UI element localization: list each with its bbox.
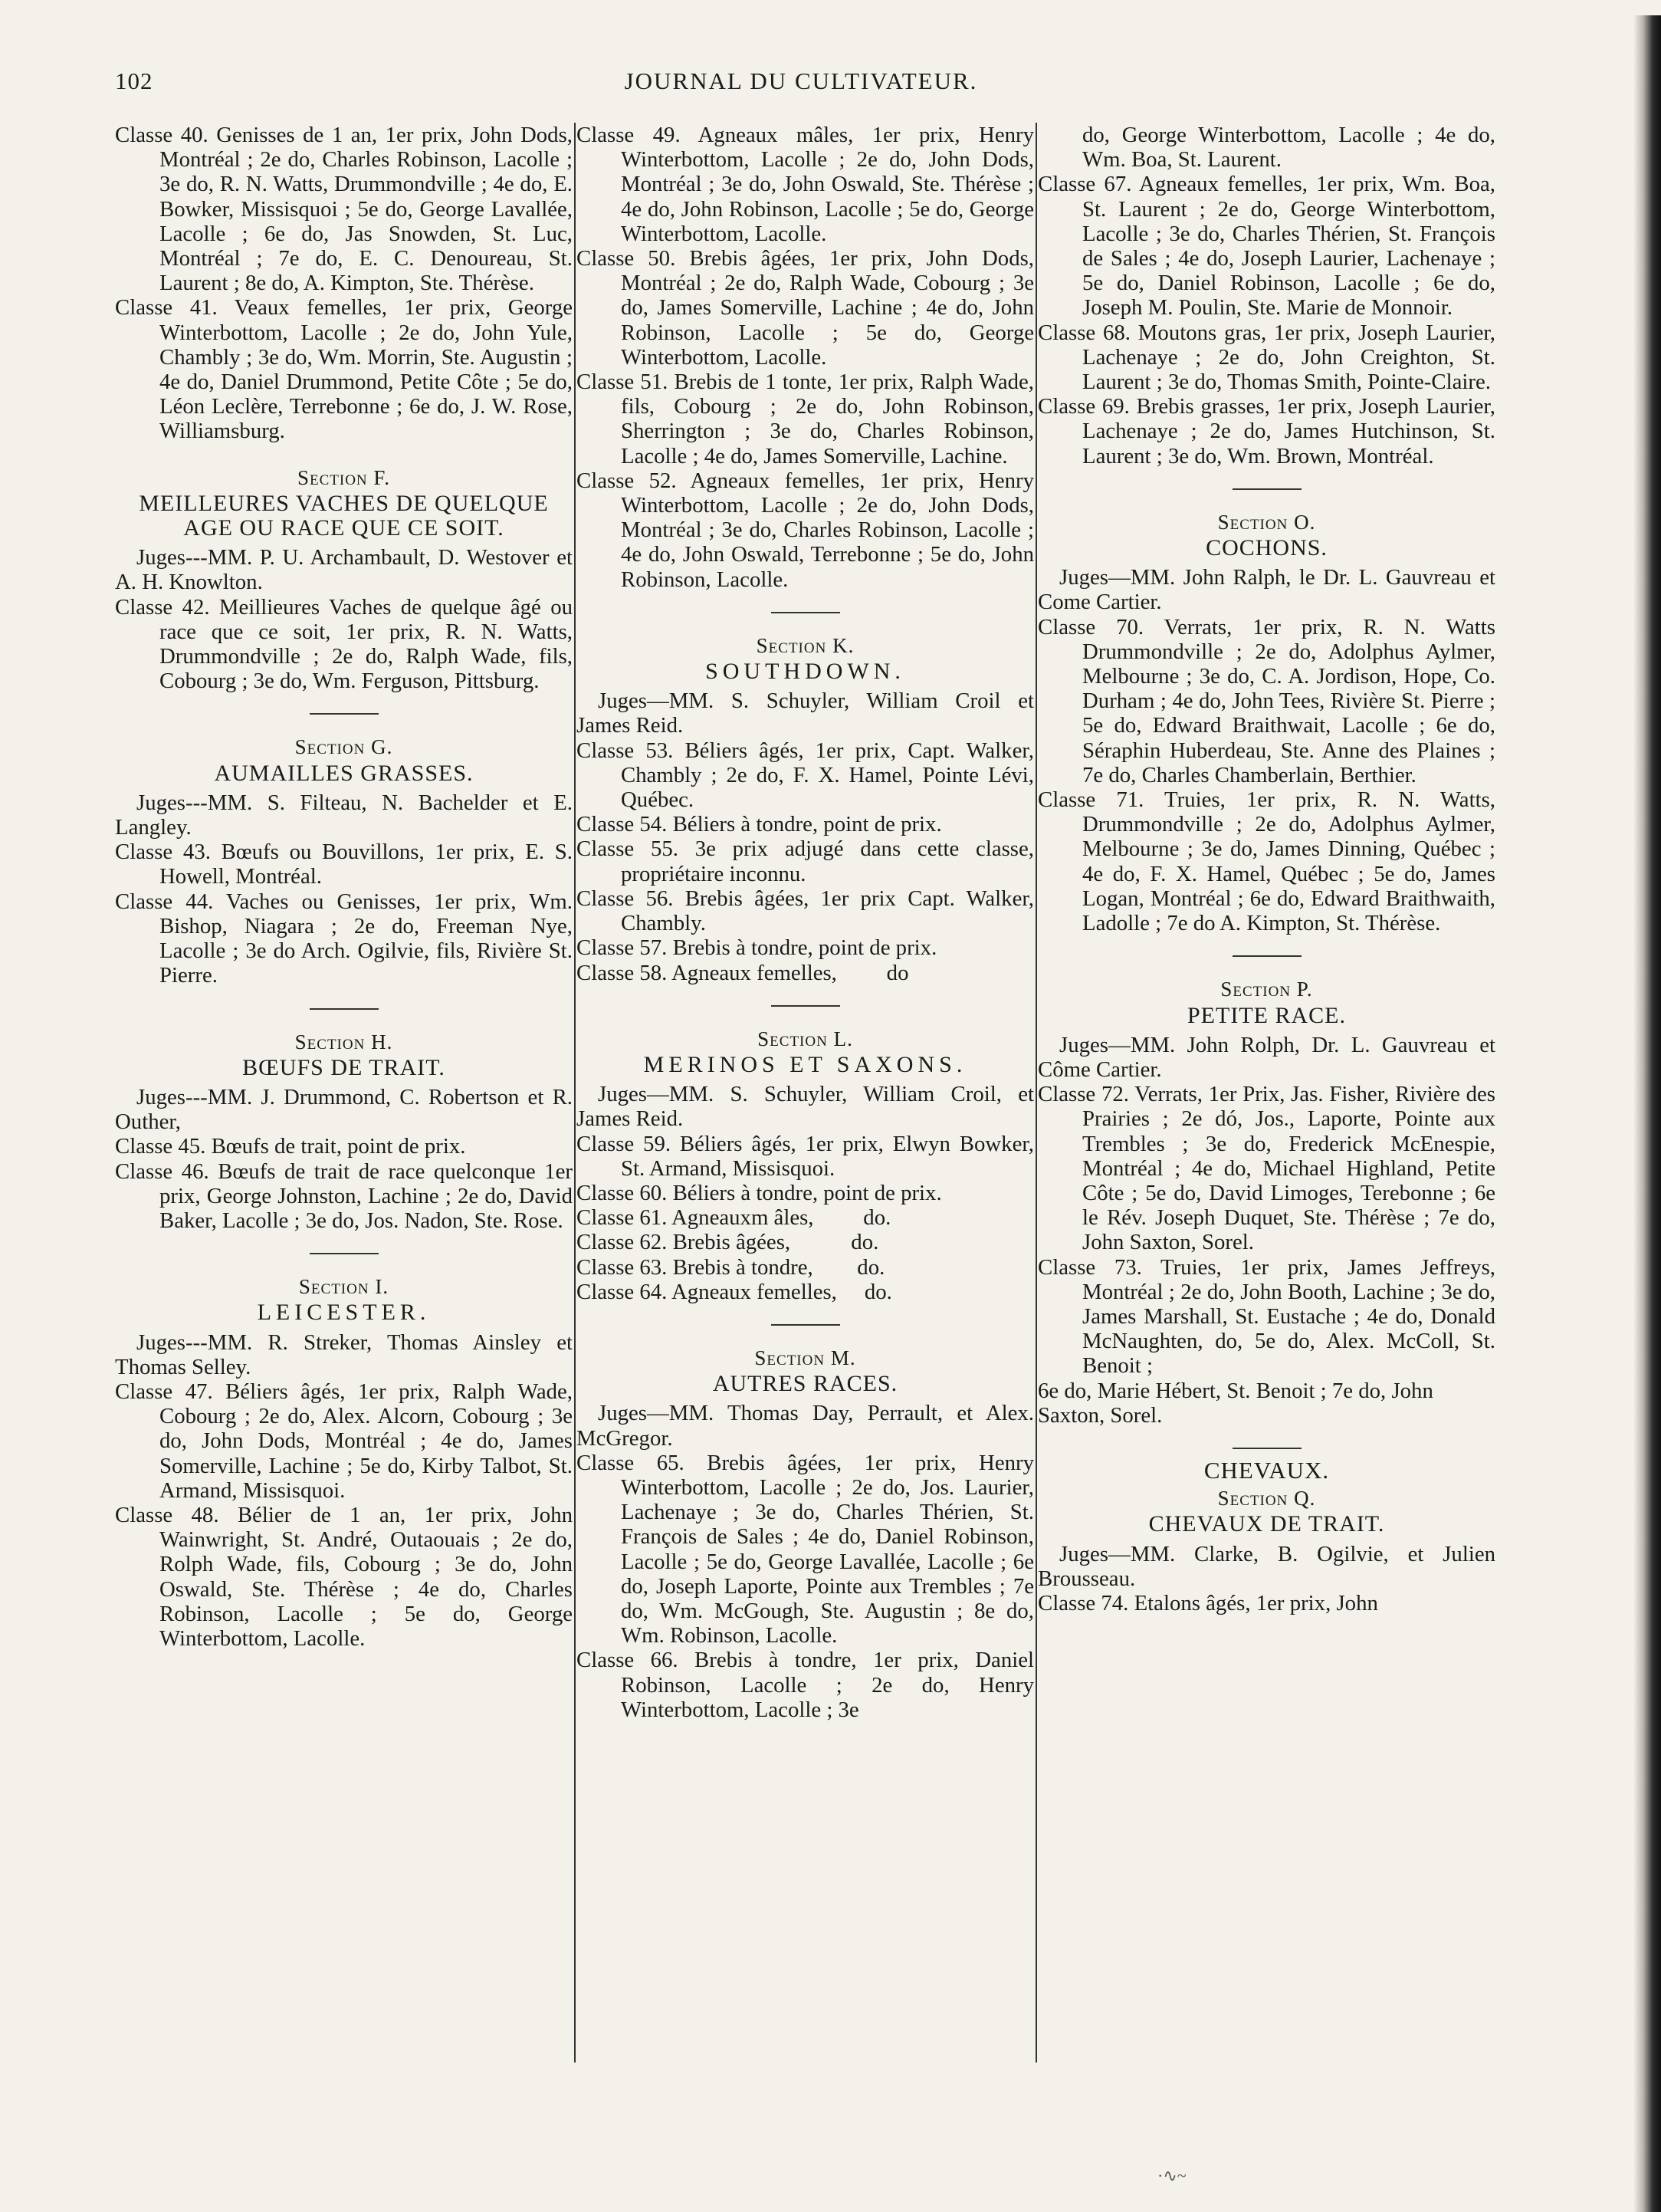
section-i-judges: Juges---MM. R. Streker, Thomas Ainsley et Thomas Selley. [115, 1330, 573, 1379]
section-i-title: LEICESTER. [257, 1300, 431, 1326]
scan-mark: ·∿~ [1157, 2166, 1187, 2185]
entry-classe-50: Classe 50. Brebis âgées, 1er prix, John Dods, Montréal ; 2e do, Ralph Wade, Cobourg ; 3e do, James Somerville, Lachine ; 4e do, John Robinson, Lacolle ; 5e do, George Winterbottom, Lacolle. [576, 246, 1034, 370]
chevaux-heading: CHEVAUX. [1203, 1456, 1330, 1484]
entry-classe-66-continued: do, George Winterbottom, Lacolle ; 4e do, Wm. Boa, St. Laurent. [1082, 123, 1495, 173]
entry-classe-62: Classe 62. Brebis âgées, do. [576, 1230, 879, 1255]
entry-classe-65: Classe 65. Brebis âgées, 1er prix, Henry Winterbottom, Lacolle ; 2e do, Jos. Laurier, Lachenaye ; 3e do, Charles Thérien, St. François de Sales ; 4e do, Daniel Robinson, Lacolle ; 5e do, George Lavallée, Lacolle ; 6e do, Joseph Laporte, Pointe aux Trembles ; 7e do, Wm. McGough, Ste. Augustin ; 8e do, Wm. Robinson, Lacolle. [576, 1450, 1034, 1648]
entry-classe-61: Classe 61. Agneauxm âles, do. [576, 1205, 891, 1231]
section-f-label: Section F. [297, 465, 391, 489]
section-g-label: Section G. [294, 735, 393, 759]
section-l-title: MERINOS ET SAXONS. [643, 1051, 967, 1077]
entry-classe-41: Classe 41. Veaux femelles, 1er prix, George Winterbottom, Lacolle ; 2e do, John Yule, Chambly ; 3e do, Wm. Morrin, Ste. Augustin ; 4e do, Daniel Drummond, Petite Côte ; 5e do, Léon Leclère, Terrebonne ; 6e do, J. W. Rose, Williamsburg. [115, 295, 573, 444]
entry-classe-74: Classe 74. Etalons âgés, 1er prix, John [1038, 1590, 1378, 1615]
section-m-judges: Juges—MM. Thomas Day, Perrault, et Alex. McGregor. [576, 1401, 1034, 1451]
column-2 [576, 123, 1034, 1722]
entry-classe-40: Classe 40. Genisses de 1 an, 1er prix, John Dods, Montréal ; 2e do, Charles Robinson, Lacolle ; 3e do, R. N. Watts, Drummondville ; 4e do, E. Bowker, Missisquoi ; 5e do, George Lavallée, Lacolle ; 6e do, Jas Snowden, St. Luc, Montréal ; 7e do, E. C. Denoureau, St. Laurent ; 8e do, A. Kimpton, Ste. Thérèse. [115, 123, 573, 296]
section-rule [1233, 1448, 1302, 1449]
entry-classe-42: Classe 42. Meillieures Vaches de quelque âgé ou race que ce soit, 1er prix, R. N. Watts, Drummondville ; 2e do, Ralph Wade, fils, Cobourg ; 3e do, Wm. Ferguson, Pittsburg. [115, 594, 573, 694]
entry-classe-52: Classe 52. Agneaux femelles, 1er prix, Henry Winterbottom, Lacolle ; 2e do, John Dods, Montréal ; 3e do, Charles Robinson, Lacolle ; 4e do, John Oswald, Terrebonne ; 5e do, John Robinson, Lacolle. [576, 468, 1034, 592]
section-h-title: BŒUFS DE TRAIT. [242, 1054, 445, 1080]
entry-classe-55: Classe 55. 3e prix adjugé dans cette classe, propriétaire inconnu. [576, 836, 1034, 886]
section-q-label: Section Q. [1217, 1487, 1316, 1510]
section-k-title: SOUTHDOWN. [705, 659, 905, 685]
entry-classe-70: Classe 70. Verrats, 1er prix, R. N. Watts Drummondville ; 2e do, Adolphus Aylmer, Melbourne ; 3e do, C. A. Jordison, Hope, Co. Durham ; 4e do, John Tees, Rivière St. Pierre ; 5e do, Edward Braithwait, Lacolle ; 6e do, Séraphin Huberdeau, Ste. Anne des Plaines ; 7e do, Charles Chamberlain, Berthier. [1038, 614, 1495, 787]
entry-classe-46: Classe 46. Bœufs de trait de race quelconque 1er prix, George Johnston, Lachine ; 2e do, David Baker, Lacolle ; 3e do, Jos. Nadon, Ste. Rose. [115, 1159, 573, 1233]
section-q-judges: Juges—MM. Clarke, B. Ogilvie, et Julien Brousseau. [1038, 1541, 1495, 1591]
section-o-title: COCHONS. [1206, 535, 1328, 561]
column-divider-1 [574, 123, 576, 2062]
section-k-judges: Juges—MM. S. Schuyler, William Croil et James Reid. [576, 689, 1034, 738]
section-p-label: Section P. [1220, 978, 1313, 1001]
entry-classe-57: Classe 57. Brebis à tondre, point de prix. [576, 935, 937, 961]
section-rule [771, 1324, 840, 1326]
entry-classe-44: Classe 44. Vaches ou Genisses, 1er prix, Wm. Bishop, Niagara ; 2e do, Freeman Nye, Lacolle ; 3e do Arch. Ogilvie, fils, Rivière St. Pierre. [115, 889, 573, 988]
section-k-label: Section K. [756, 633, 855, 657]
entry-classe-48: Classe 48. Bélier de 1 an, 1er prix, John Wainwright, St. André, Outaouais ; 2e do, Rolph Wade, fils, Cobourg ; 3e do, John Oswald, Ste. Thérèse ; 4e do, Charles Robinson, Lacolle ; 5e do, George Winterbottom, Lacolle. [115, 1502, 573, 1651]
entry-classe-71: Classe 71. Truies, 1er prix, R. N. Watts, Drummondville ; 2e do, Adolphus Aylmer, Melbourne ; 3e do, James Dinning, Québec ; 4e do, F. X. Hamel, Québec ; 5e do, James Logan, Montréal ; 6e do, Edward Braithwaith, Ladolle ; 7e do A. Kimpton, St. Thérèse. [1038, 787, 1495, 936]
section-o-judges: Juges—MM. John Ralph, le Dr. L. Gauvreau et Come Cartier. [1038, 565, 1495, 615]
section-h-label: Section H. [294, 1030, 393, 1053]
section-l-judges: Juges—MM. S. Schuyler, William Croil, et James Reid. [576, 1082, 1034, 1132]
entry-classe-72: Classe 72. Verrats, 1er Prix, Jas. Fisher, Rivière des Prairies ; 2e dó, Jos., Laporte, Pointe aux Trembles ; 3e do, Frederick McEnespie, Montréal ; 4e do, Michael Highland, Petite Côte ; 5e do, David Limoges, Terebonne ; 6e le Rév. Joseph Duquet, Ste. Thérèse ; 7e do, John Saxton, Sorel. [1038, 1082, 1495, 1255]
page-number: 102 [115, 67, 153, 94]
running-title: JOURNAL DU CULTIVATEUR. [624, 67, 978, 94]
section-o-label: Section O. [1217, 510, 1316, 534]
section-rule [310, 1253, 379, 1254]
column-divider-2 [1036, 123, 1037, 2062]
entry-classe-45: Classe 45. Bœufs de trait, point de prix. [115, 1134, 466, 1159]
entry-classe-63: Classe 63. Brebis à tondre, do. [576, 1254, 885, 1280]
entry-classe-54: Classe 54. Béliers à tondre, point de prix. [576, 812, 942, 837]
entry-classe-51: Classe 51. Brebis de 1 tonte, 1er prix, Ralph Wade, fils, Cobourg ; 2e do, John Robinson, Sherrington ; 3e do, Charles Robinson, Lacolle ; 4e do, James Somerville, Lachine. [576, 370, 1034, 468]
entry-classe-49: Classe 49. Agneaux mâles, 1er prix, Henry Winterbottom, Lacolle ; 2e do, John Dods, Montréal ; 3e do, John Oswald, Ste. Thérèse ; 4e do, John Robinson, Lacolle ; 5e do, George Winterbottom, Lacolle. [576, 123, 1034, 246]
section-g-judges: Juges---MM. S. Filteau, N. Bachelder et E. Langley. [115, 790, 573, 840]
entry-classe-68: Classe 68. Moutons gras, 1er prix, Joseph Laurier, Lachenaye ; 2e do, John Creighton, St. Laurent ; 3e do, Thomas Smith, Pointe-Claire. [1038, 320, 1495, 395]
section-m-title: AUTRES RACES. [712, 1371, 898, 1397]
section-rule [771, 612, 840, 613]
section-rule [310, 1008, 379, 1010]
entry-classe-60: Classe 60. Béliers à tondre, point de prix. [576, 1180, 942, 1205]
entry-classe-64: Classe 64. Agneaux femelles, do. [576, 1279, 892, 1304]
entry-classe-73-continued: 6e do, Marie Hébert, St. Benoit ; 7e do, John Saxton, Sorel. [1038, 1378, 1433, 1428]
section-p-title: PETITE RACE. [1187, 1002, 1346, 1028]
entry-classe-67: Classe 67. Agneaux femelles, 1er prix, Wm. Boa, St. Laurent ; 2e do, George Winterbottom, Lacolle ; 3e do, Charles Thérien, St. François de Sales ; 4e do, Joseph Laurier, Lachenaye ; 5e do, Daniel Robinson, Lacolle ; 6e do, Joseph M. Poulin, Ste. Marie de Monnoir. [1038, 172, 1495, 320]
page-edge-shadow [1633, 15, 1661, 2212]
page-header [115, 67, 1487, 106]
entry-classe-56: Classe 56. Brebis âgées, 1er prix Capt. Walker, Chambly. [576, 886, 1034, 936]
entry-classe-66: Classe 66. Brebis à tondre, 1er prix, Daniel Robinson, Lacolle ; 2e do, Henry Winterbottom, Lacolle ; 3e [576, 1648, 1034, 1722]
section-rule [1233, 955, 1302, 957]
section-l-label: Section L. [757, 1027, 853, 1050]
section-q-title: CHEVAUX DE TRAIT. [1148, 1511, 1385, 1537]
section-h-judges: Juges---MM. J. Drummond, C. Robertson et R. Outher, [115, 1084, 573, 1135]
entry-classe-69: Classe 69. Brebis grasses, 1er prix, Joseph Laurier, Lachenaye ; 2e do, James Hutchinson, St. Laurent ; 3e do, Wm. Brown, Montréal. [1038, 394, 1495, 468]
section-rule [310, 713, 379, 715]
section-f-judges: Juges---MM. P. U. Archambault, D. Westover et A. H. Knowlton. [115, 545, 573, 595]
section-i-label: Section I. [298, 1275, 389, 1299]
section-rule [771, 1005, 840, 1007]
section-f-title: MEILLEURES VACHES DE QUELQUE AGE OU RACE QUE CE SOIT. [139, 490, 549, 541]
entry-classe-59: Classe 59. Béliers âgés, 1er prix, Elwyn Bowker, St. Armand, Missisquoi. [576, 1131, 1034, 1181]
entry-classe-73: Classe 73. Truies, 1er prix, James Jeffreys, Montréal ; 2e do, John Booth, Lachine ; 3e do, James Marshall, St. Eustache ; 4e do, Donald McNaughten, do, 5e do, Alex. McColl, St. Benoit ; [1038, 1254, 1495, 1379]
column-1 [115, 123, 573, 1651]
section-rule [1233, 488, 1302, 490]
section-m-label: Section M. [754, 1346, 856, 1369]
column-3 [1038, 123, 1495, 1615]
entry-classe-43: Classe 43. Bœufs ou Bouvillons, 1er prix, E. S. Howell, Montréal. [115, 840, 573, 889]
entry-classe-58: Classe 58. Agneaux femelles, do [576, 960, 909, 985]
section-p-judges: Juges—MM. John Rolph, Dr. L. Gauvreau et Côme Cartier. [1038, 1032, 1495, 1082]
entry-classe-53: Classe 53. Béliers âgés, 1er prix, Capt. Walker, Chambly ; 2e do, F. X. Hamel, Pointe Lévi, Québec. [576, 738, 1034, 813]
entry-classe-47: Classe 47. Béliers âgés, 1er prix, Ralph Wade, Cobourg ; 2e do, Alex. Alcorn, Cobourg ; 3e do, John Dods, Montréal ; 4e do, James Somerville, Lachine ; 5e do, Kirby Talbot, St. Armand, Missisquoi. [115, 1379, 573, 1503]
section-g-title: AUMAILLES GRASSES. [214, 760, 474, 786]
